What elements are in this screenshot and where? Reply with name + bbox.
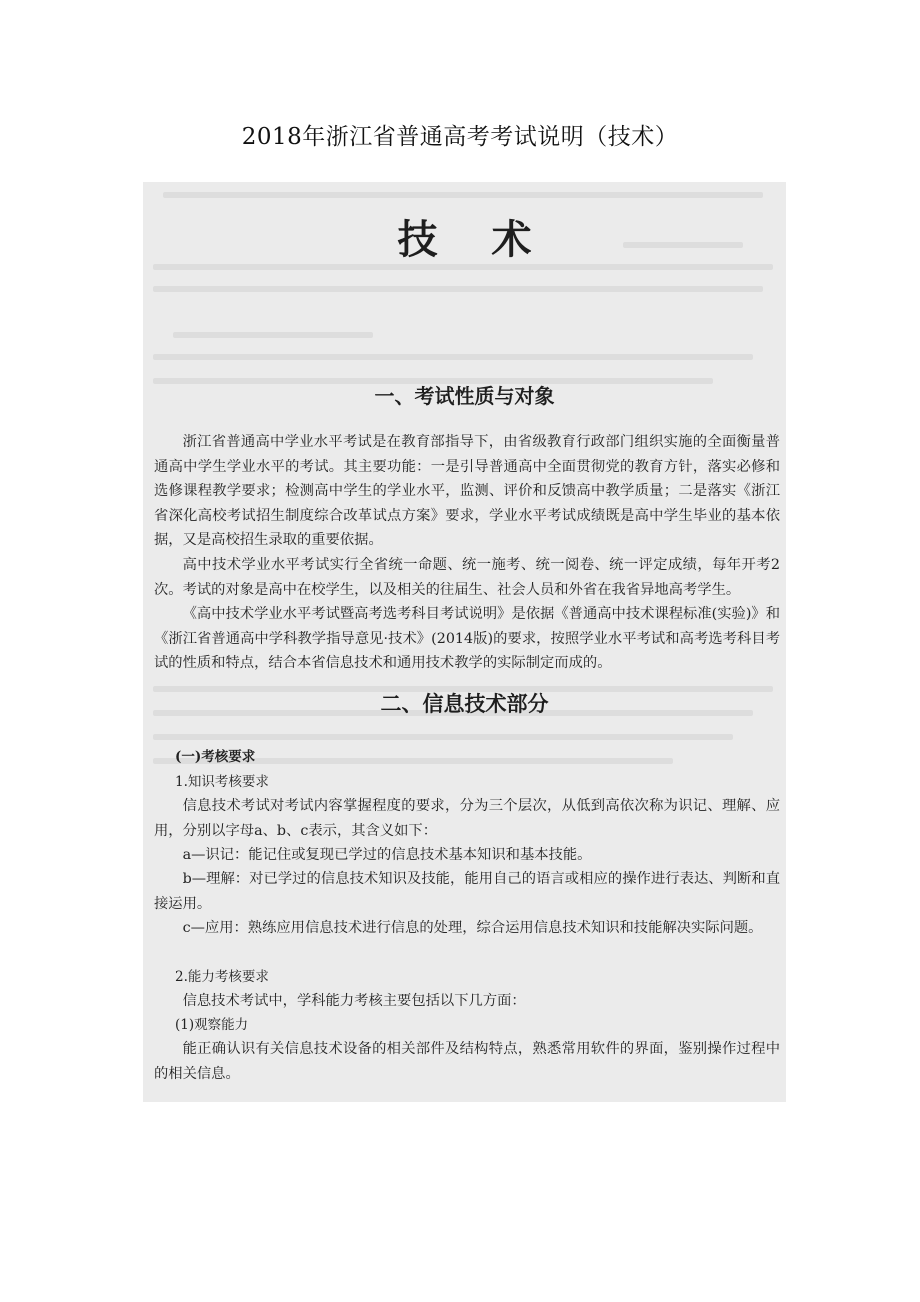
paragraph-6: 能正确认识有关信息技术设备的相关部件及结构特点，熟悉常用软件的界面，鉴别操作过程中的相关信息。 bbox=[154, 1041, 780, 1082]
paragraph-3: 《高中技术学业水平考试暨高考选考科目考试说明》是依据《普通高中技术课程标准(实验)》和《浙江省普通高中学科教学指导意见·技术》(2014版)的要求，按照学业水平考试和高考选考科目考试的性质和特点，结合本省信息技术和通用技术教学的实际制定而成的。 bbox=[154, 606, 780, 671]
document-title: 2018年浙江省普通高考考试说明（技术） bbox=[241, 124, 679, 150]
paragraph-1: 浙江省普通高中学业水平考试是在教育部指导下，由省级教育行政部门组织实施的全面衡量普通高中学生学业水平的考试。其主要功能：一是引导普通高中全面贯彻党的教育方针，落实必修和选修课程教学要求；检测高中学生的学业水平，监测、评价和反馈高中教学质量；二是落实《浙江省深化高校考试招生制度综合改革试点方案》要求，学业水平考试成绩既是高中学生毕业的基本依据，又是高校招生录取的重要依据。 bbox=[154, 434, 780, 548]
paragraph-4: 信息技术考试对考试内容掌握程度的要求，分为三个层次，从低到高依次称为识记、理解、应用，分别以字母a、b、c表示，其含义如下： bbox=[154, 798, 780, 839]
level-a-text: a—识记：能记住或复现已学过的信息技术基本知识和基本技能。 bbox=[182, 847, 592, 863]
subsection-1-heading: 1.知识考核要求 bbox=[175, 774, 269, 790]
scanned-page-image bbox=[143, 182, 786, 1102]
paragraph-2: 高中技术学业水平考试实行全省统一命题、统一施考、统一阅卷、统一评定成绩，每年开考2次。考试的对象是高中在校学生，以及相关的往届生、社会人员和外省在我省异地高考学生。 bbox=[154, 557, 780, 598]
section-title-2: 二、信息技术部分 bbox=[380, 691, 549, 716]
section-title-1: 一、考试性质与对象 bbox=[374, 384, 555, 408]
ability-heading: (1)观察能力 bbox=[175, 1017, 249, 1033]
page-heading: 技术 bbox=[397, 216, 586, 263]
subsection-2-heading: 2.能力考核要求 bbox=[175, 969, 269, 985]
paragraph-5: 信息技术考试中，学科能力考核主要包括以下几方面： bbox=[182, 993, 526, 1009]
level-c-text: c—应用：熟练应用信息技术进行信息的处理，综合运用信息技术知识和技能解决实际问题。 bbox=[182, 920, 763, 936]
subsection-heading: (一)考核要求 bbox=[175, 749, 256, 765]
level-b-text: b—理解：对已学过的信息技术知识及技能，能用自己的语言或相应的操作进行表达、判断和直接运用。 bbox=[154, 871, 780, 912]
